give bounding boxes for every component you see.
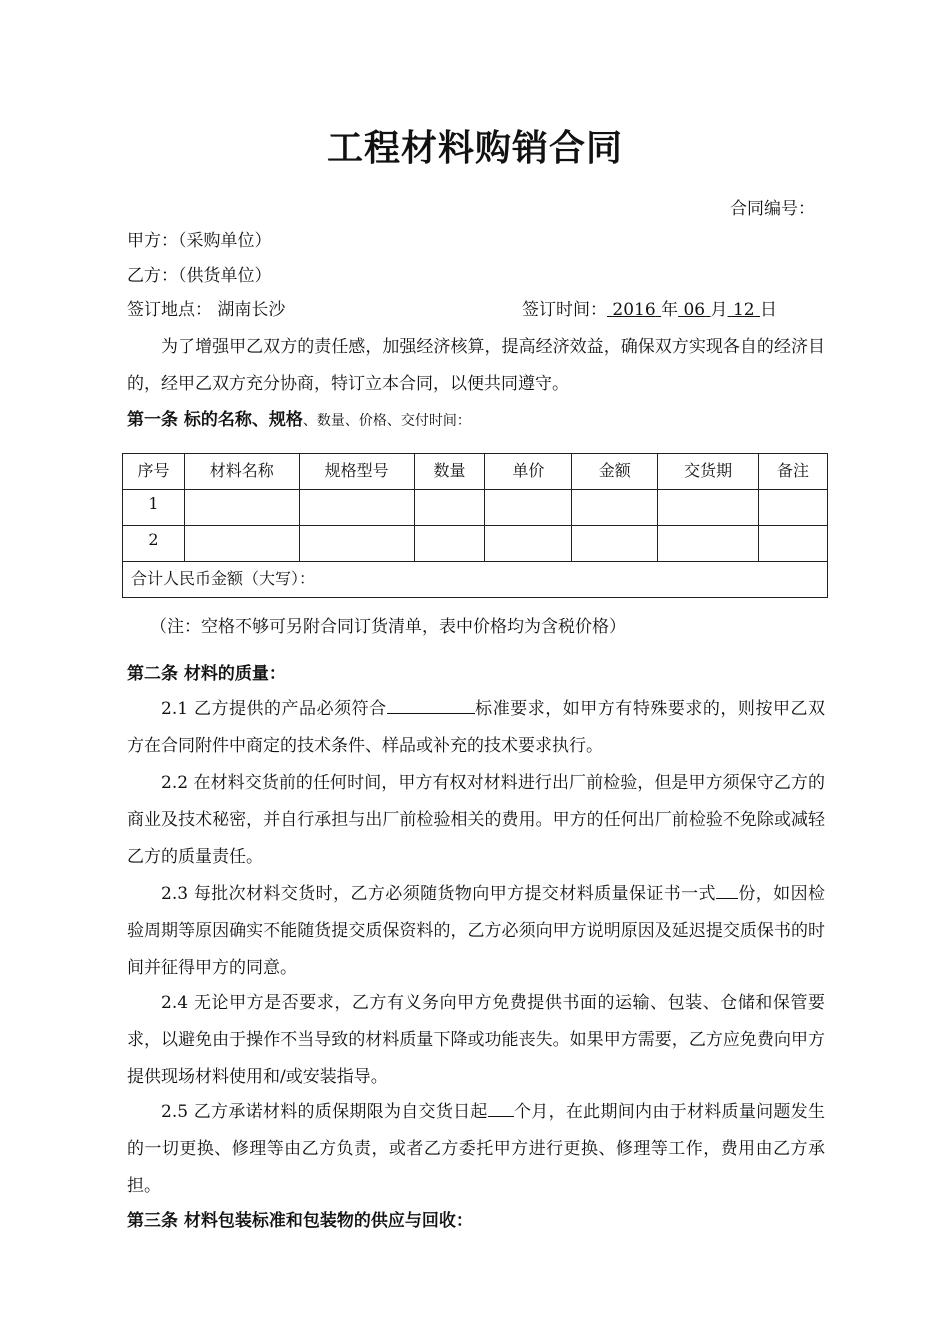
party-b: 乙方：（供货单位） [127, 266, 272, 286]
table-cell [572, 526, 658, 562]
table-header-row [123, 454, 828, 490]
table-total-row [123, 562, 828, 598]
table-cell [414, 490, 485, 526]
table-cell [759, 526, 828, 562]
sign-day-unit: 日 [759, 300, 777, 320]
table-cell [759, 490, 828, 526]
article3-heading: 第三条 材料包装标准和包装物的供应与回收： [127, 1211, 473, 1231]
table-cell [572, 490, 658, 526]
blank-months [488, 1098, 514, 1117]
table-cell [658, 526, 759, 562]
sign-time [522, 298, 777, 322]
sign-place: 签订地点： 湖南长沙 [127, 300, 286, 320]
table-cell [299, 526, 414, 562]
goods-table [122, 453, 828, 598]
clause-2-1: 2.1 乙方提供的产品必须符合 标准要求，如甲方有特殊要求的，则按甲乙双方在合同附件中商定的技术条件、样品或补充的技术要求执行。 [127, 691, 825, 765]
article1-heading-rest: 、数量、价格、交付时间： [302, 413, 471, 429]
blank-standard [387, 695, 475, 714]
contract-number-label: 合同编号： [730, 199, 815, 219]
clause-2-4: 2.4 无论甲方是否要求，乙方有义务向甲方免费提供书面的运输、包装、仓储和保管要求，以避免由于操作不当导致的材料质量下降或功能丧失。如果甲方需要，乙方应免费向甲方提供现场材料使用和/或安装指导。 [127, 993, 825, 1087]
article1-heading-bold: 第一条 标的名称、规格 [127, 410, 303, 430]
table-header-cell: 材料名称 [184, 454, 299, 490]
table-header-cell: 单价 [485, 454, 572, 490]
table-cell [485, 526, 572, 562]
sign-year: 2016 [612, 300, 656, 320]
sign-month-unit: 月 [710, 300, 728, 320]
table-row [123, 526, 828, 562]
article2-heading: 第二条 材料的质量： [127, 664, 286, 684]
table-note: （注：空格不够可另附合同订货清单，表中价格均为含税价格） [150, 617, 626, 637]
party-a: 甲方：（采购单位） [127, 231, 272, 251]
table-cell [184, 526, 299, 562]
article1-heading [127, 408, 827, 433]
table-cell [414, 526, 485, 562]
document-title: 工程材料购销合同 [326, 128, 623, 169]
clause-2-3: 2.3 每批次材料交货时，乙方必须随货物向甲方提交材料质量保证书一式 份，如因检验周期等原因确实不能随货提交质保资料的，乙方必须向甲方说明原因及延迟提交质保书的时间并征得甲方的同意。 [127, 876, 825, 987]
table-header-cell: 序号 [123, 454, 185, 490]
sign-time-label: 签订时间： [522, 300, 607, 320]
table-cell [299, 490, 414, 526]
intro-paragraph: 为了增强甲乙双方的责任感，加强经济核算，提高经济效益，确保双方实现各自的经济目的，经甲乙双方充分协商，特订立本合同，以便共同遵守。 [127, 337, 825, 394]
table-header-cell: 金额 [572, 454, 658, 490]
clause-2-2: 2.2 在材料交货前的任何时间，甲方有权对材料进行出厂前检验，但是甲方须保守乙方的商业及技术秘密，并自行承担与出厂前检验相关的费用。甲方的任何出厂前检验不免除或减轻乙方的质量责任。 [127, 773, 825, 867]
table-header-cell: 交货期 [658, 454, 759, 490]
sign-info-line [127, 298, 827, 322]
table-header-cell: 数量 [414, 454, 485, 490]
sign-month: 06 [683, 300, 706, 320]
blank-copies [716, 880, 738, 899]
table-cell [184, 490, 299, 526]
table-cell [658, 490, 759, 526]
table-header-cell: 备注 [759, 454, 828, 490]
table-header-cell: 规格型号 [299, 454, 414, 490]
sign-day: 12 [732, 300, 755, 320]
table-row [123, 490, 828, 526]
table-cell: 2 [123, 526, 185, 562]
sign-year-unit: 年 [661, 300, 679, 320]
table-cell [485, 490, 572, 526]
clause-2-5: 2.5 乙方承诺材料的质保期限为自交货日起 个月，在此期间内由于材料质量问题发生的一切更换、修理等由乙方负责，或者乙方委托甲方进行更换、修理等工作，费用由乙方承担。 [127, 1094, 825, 1205]
total-amount-label: 合计人民币金额（大写）： [123, 562, 828, 598]
table-cell: 1 [123, 490, 185, 526]
